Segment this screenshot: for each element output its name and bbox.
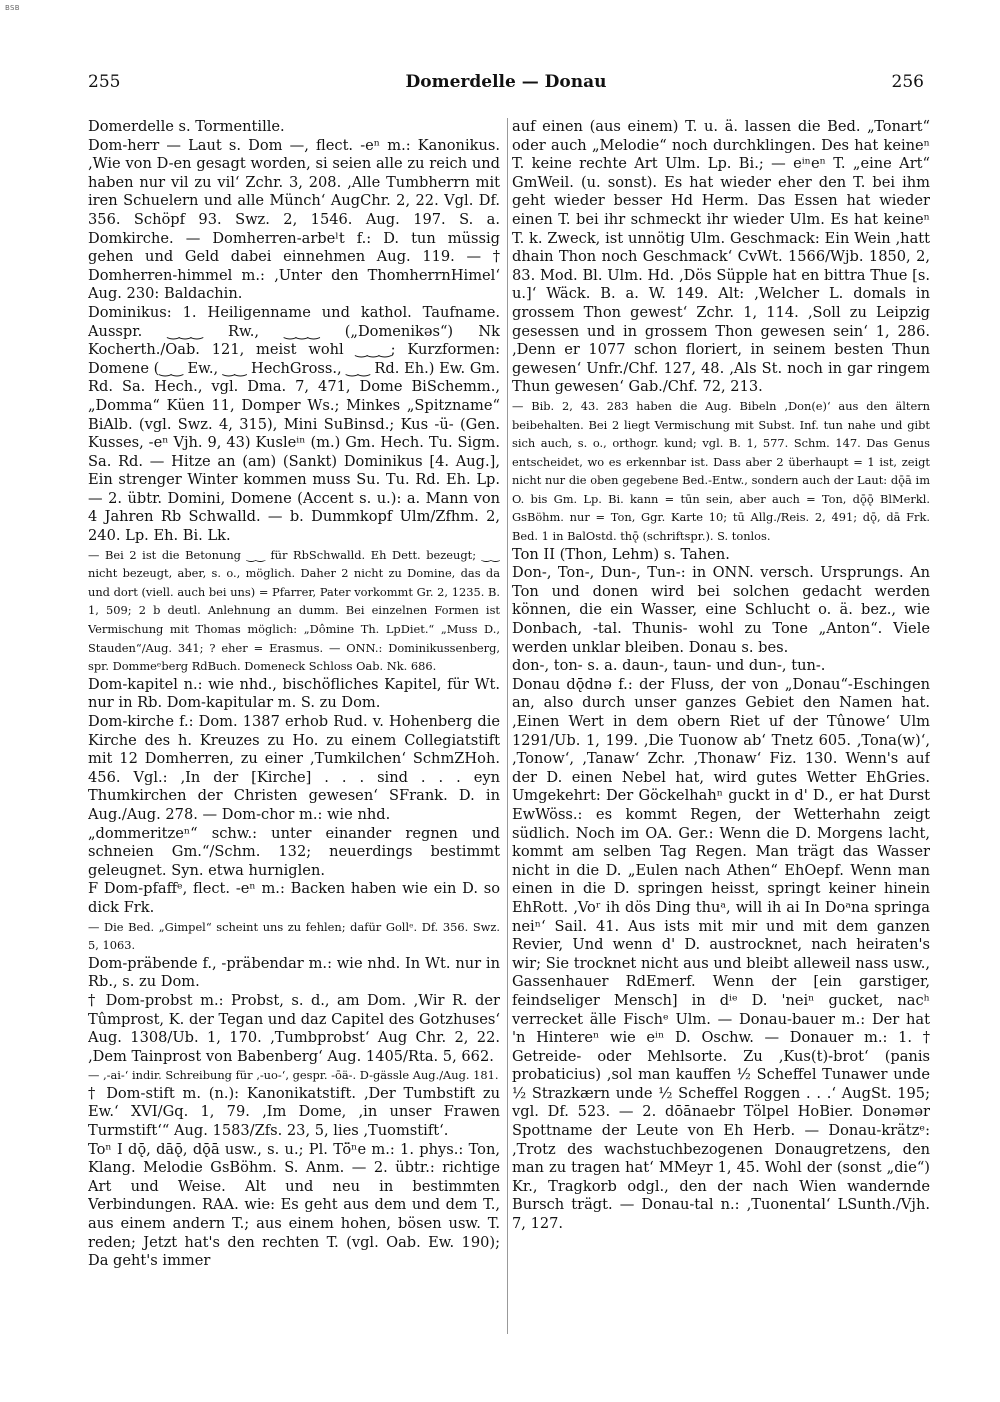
entry-don-ton-see-also: don-, ton- s. a. daun-, taun- und dun-, tun-.: [512, 657, 826, 675]
entry-dommeritzen: „dommeritzeⁿ“ schw.: unter einander regnen und schneien Gm.“/Schm. 132; neuerdings bestimmt geleugnet. Syn. etwa hurniglen.: [88, 824, 500, 879]
entry-dom-kirche: Dom-kirche f.: Dom. 1387 erhob Rud. v. Hohenberg die Kirche des h. Kreuzes zu Ho. zu einem Collegiatstift mit 12 Domherren, zu einer ‚Tumkilchen‘ SchmZHoh. 456. Vgl.: ‚In der [Kirche] . . . sind . . . eyn Thumkirchen der Christen gewesen‘ SFrank. D. in Aug./Aug. 278. — Dom-chor m.: wie nhd.: [88, 713, 500, 823]
entry-dominikus: Dominikus: 1. Heiligenname und kathol. Taufname. Ausspr. ‿‿‿ Rw., ‿‿‿ („Domenikəs“) Nk Kocherth./Oab. 121, meist wohl ‿‿‿; Kurzformen: Domene (‿‿ Ew., ‿‿ HechGross., ‿‿ Rd. Eh.) Ew. Gm. Rd. Sa. Hech., vgl. Dma. 7, 471, Dome BiSchemm., „Domma“ Küen 11, Domper Ws.; Minkes „Spitzname“ BiAlb. (vgl. Swz. 4, 315), Mini SuBinsd.; Kus -ü- (Gen. Kusses, -eⁿ Vjh. 9, 43) Kusleⁱⁿ (m.) Gm. Hech. Tu. Sigm. Sa. Rd. — Hitze an (am) (Sankt) Dominikus [4. Aug.], Ein strenger Winter kommen muss Su. Tu. Rd. Eh. Lp. — 2. übtr. Domini, Domene (Accent s. u.): a. Mann von 4 Jahren Rb Schwalld. — b. Dummkopf Ulm/Zfhm. 2, 240. Lp. Eh. Bi. Lk.: [88, 303, 500, 545]
right-column: [512, 118, 930, 1344]
note-dom-probst: — ‚-ai-‘ indir. Schreibung für ‚-uo-‘, gespr. -ōä-. D-gässle Aug./Aug. 181.: [88, 1068, 499, 1083]
entry-donau: Donau dǭdnə f.: der Fluss, der von „Donau“-Eschingen an, also durch unser ganzes Gebiet den Namen hat. ‚Einen Wert in dem obern Riet uf der Tûnowe‘ Ulm 1291/Ub. 1, 199. ‚Die Tuonow ab‘ Tnetz 605. ‚Tona(w)‘, ‚Tonow‘, ‚Tanaw‘ Zchr. ‚Thonaw‘ Fiz. 130. Wenn's auf der D. einen Nebel hat, wird gutes Wetter EhGries. Umgekehrt: Der Göckelhahⁿ guckt in d' D., er hat Durst EwWöss.: es kommt Regen, der Wetterhahn zeigt südlich. Noch im OA. Ger.: Wenn die D. Morgens lacht, kommt am selben Tag Regen. Man trägt das Wasser nicht in die D. „Eulen nach Athen“ EhOepf. Wenn man einen in die D. springen heisst, springt keiner hinein EhRott. ‚Voʳ ih dös Ding thuᵃ, will ih ai In Doᵃna springa neiⁿ‘ Sail. 41. Aus ists mit mir und mit dem ganzen Revier, Und wenn d' D. austrocknet, nach heiraten's wir; Sie trocknet nicht aus und bleibt alleweil nass usw., Gassenhauer RdEmerf. Wenn der [ein garstiger, feindseliger Mensch] in dⁱᵉ D. 'neiⁿ gucket, nacʰ verrecket älle Fischᵉ Ulm. — Donau-bauer m.: Der hat 'n Hintereⁿ wie eⁱⁿ D. Oschw. — Donauer m.: 1. † Getreide- oder Mehlsorte. Zu ‚Kus(t)-brot‘ (panis probaticius) ‚sol man kauffen ½ Scheffel Tunawer unde ½ Strazkærn unde ½ Scheffel Roggen . . .‘ AugSt. 195; vgl. Df. 523. — 2. dōānaebr Tölpel HoBier. Donəmər Spottname der Leute von Eh Herb. — Donau-krätzᵉ: ‚Trotz des wachstuchbezogenen Donaugretzens, den man zu tragen hat‘ MMeyr 1, 45. Wohl der (sonst „die“) Kr., Tragkorb odgl., den der nach Wien wandernde Bursch trägt. — Donau-tal n.: ‚Tuonental‘ LSunth./Vjh. 7, 127.: [512, 675, 930, 1233]
entry-dom-stift: † Dom-stift m. (n.): Kanonikatstift. ‚Der Tumbstift zu Ew.‘ XVI/Gq. 1, 79. ‚Im Dome, ‚in unser Frawen Turmstift‘“ Aug. 1583/Zfs. 23, 5, lies ‚Tuomstift‘.: [88, 1084, 500, 1140]
entry-ton-ii: Ton II (Thon, Lehm) s. Tahen.: [512, 545, 730, 563]
entry-ton-i-continued: auf einen (aus einem) T. u. ä. lassen die Bed. „Tonart“ oder auch „Melodie“ noch durchklingen. Des hat keineⁿ T. keine rechte Art Ulm. Lp. Bi.; — eⁱⁿeⁿ T. „eine Art“ GmWeil. (u. sonst). Es hat wieder eher den T. bei ihm geht wieder besser Hd Herm. Das Essen hat wieder einen T. bei ihr schmeckt ihr wieder Ulm. Es hat keineⁿ T. k. Zweck, ist unnötig Ulm. Geschmack: Ein Wein ‚hatt dhain Thon noch Geschmack‘ CvWt. 1566/Wjb. 1850, 2, 83. Mod. Bl. Ulm. Hd. ‚Dös Süpple hat en bittra Thue [s. u.]‘ Wäck. B. a. W. 149. Alt: ‚Welcher L. domals in grossem Thon gewest‘ Zchr. 1, 114. ‚Soll zu Leipzig gesessen und in grossem Thon gewesen sein‘ 1, 286. ‚Denn er 1077 schon floriert, in seinem besten Thun gewesen‘ Unfr./Chf. 127, 48. ‚Als St. noch in gar ringem Thun gewesen‘ Gab./Chf. 72, 213.: [512, 118, 930, 396]
running-title: Domerdelle — Donau: [405, 72, 607, 92]
entry-dom-pfaffe: F Dom-pfaffᵉ, flect. -eⁿ m.: Backen haben wie ein D. so dick Frk.: [88, 880, 500, 916]
note-dom-pfaffe: — Die Bed. „Gimpel“ scheint uns zu fehlen; dafür Gollᵉ. Df. 356. Swz. 5, 1063.: [88, 919, 500, 953]
entry-dom-praebende: Dom-präbende f., -präbendar m.: wie nhd. In Wt. nur in Rb., s. zu Dom.: [88, 954, 500, 991]
page-number-left: 255: [88, 72, 121, 92]
note-ton-i: — Bib. 2, 43. 283 haben die Aug. Bibeln ‚Don(e)‘ aus den ältern beibehalten. Bei 2 liegt Vermischung mit Subst. Inf. tun nahe und gibt sich auch, s. o., orthogr. kund; vgl. B. 1, 577. Schm. 147. Das Genus entscheidet, wo es erkennbar ist. Dass aber 2 überhaupt = 1 ist, zeigt nicht nur die oben gegebene Bed.-Entw., sondern auch der Laut: dǭā im O. bis Gm. Lp. Bi. kann = tūn sein, aber auch = Ton, dǭǭ BlMerkl. GsBöhm. nur = Ton, Ggr. Karte 10; tū Allg./Reis. 2, 491; dǭ, dā Frk. Bed. 1 in BalOstd. thǭ (schriftspr.). S. tonlos.: [512, 398, 930, 544]
entry-ton-i: Toⁿ I dǭ, dāǭ, dǭā usw., s. u.; Pl. Tö̈ⁿe m.: 1. phys.: Ton, Klang. Melodie GsBöhm. S. Anm. — 2. übtr.: richtige Art und Weise. Alt und neu in bestimmten Verbindungen. RAA. wie: Es geht aus dem und dem T., aus einem andern T.; aus einem hohen, bösen usw. T. reden; Jetzt hat's den rechten T. (vgl. Oab. Ew. 190); Da geht's immer: [88, 1140, 500, 1270]
entry-domerdelle: Domerdelle s. Tormentille.: [88, 118, 285, 135]
entry-dom-kapitel: Dom-kapitel n.: wie nhd., bischöfliches Kapitel, für Wt. nur in Rb. Dom-kapitular m. S. zu Dom.: [88, 675, 500, 712]
entry-don-ton: Don-, Ton-, Dun-, Tun-: in ONN. versch. Ursprungs. An Ton und donen wird bei solchen gedacht werden können, die ein Wasser, eine Schlucht o. ä. bez., wie Donbach, -tal. Thunis- wohl zu Tone „Anton“. Viele werden unklar bleiben. Donau s. bes.: [512, 564, 930, 656]
left-column: [88, 118, 500, 1344]
column-divider: [507, 118, 508, 1334]
library-stamp: BSB: [5, 4, 20, 12]
page-number-right: 256: [891, 72, 924, 92]
note-dominikus: — Bei 2 ist die Betonung ‿‿ für RbSchwalld. Eh Dett. bezeugt; ‿‿ nicht bezeugt, aber, s. o., möglich. Daher 2 nicht zu Domine, das da und dort (viell. auch bei uns) = Pfarrer, Pater vorkommt Gr. 2, 1235. B. 1, 509; 2 b deutl. Anlehnung an dumm. Bei einzelnen Formen ist Vermischung mit Thomas möglich: „Dômine Th. LpDiet.“ „Muss D., Stauden“/Aug. 341; ? eher = Erasmus. — ONN.: Dominikussenberg, spr. Dommeᵉberg RdBuch. Domeneck Schloss Oab. Nk. 686.: [88, 547, 500, 674]
entry-dom-herr: Dom-herr — Laut s. Dom —, flect. -eⁿ m.: Kanonikus. ‚Wie von D-en gesagt worden, si seien alle zu reich und haben nur vil zu vil‘ Zchr. 3, 208. ‚Alle Tumbherrn mit iren Schuelern und alle Münch‘ AugChr. 2, 22. Vgl. Df. 356. Schöpf 93. Swz. 2, 1546. Aug. 197. S. a. Domkirche. — Domherren-arbeˡt f.: D. tun müssig gehen und Geld dabei einnehmen Aug. 119. — † Domherren-himmel m.: ‚Unter den ThomherrnHimel‘ Aug. 230: Baldachin.: [88, 136, 500, 303]
page-header: [88, 72, 924, 98]
entry-dom-probst: † Dom-probst m.: Probst, s. d., am Dom. ‚Wir R. der Tûmprost, K. der Tegan und daz Capitel des Gotzhuses‘ Aug. 1308/Ub. 1, 170. ‚Tumbprobst‘ Aug Chr. 2, 22. ‚Dem Tainprost von Babenberg‘ Aug. 1405/Rta. 5, 662.: [88, 991, 500, 1065]
